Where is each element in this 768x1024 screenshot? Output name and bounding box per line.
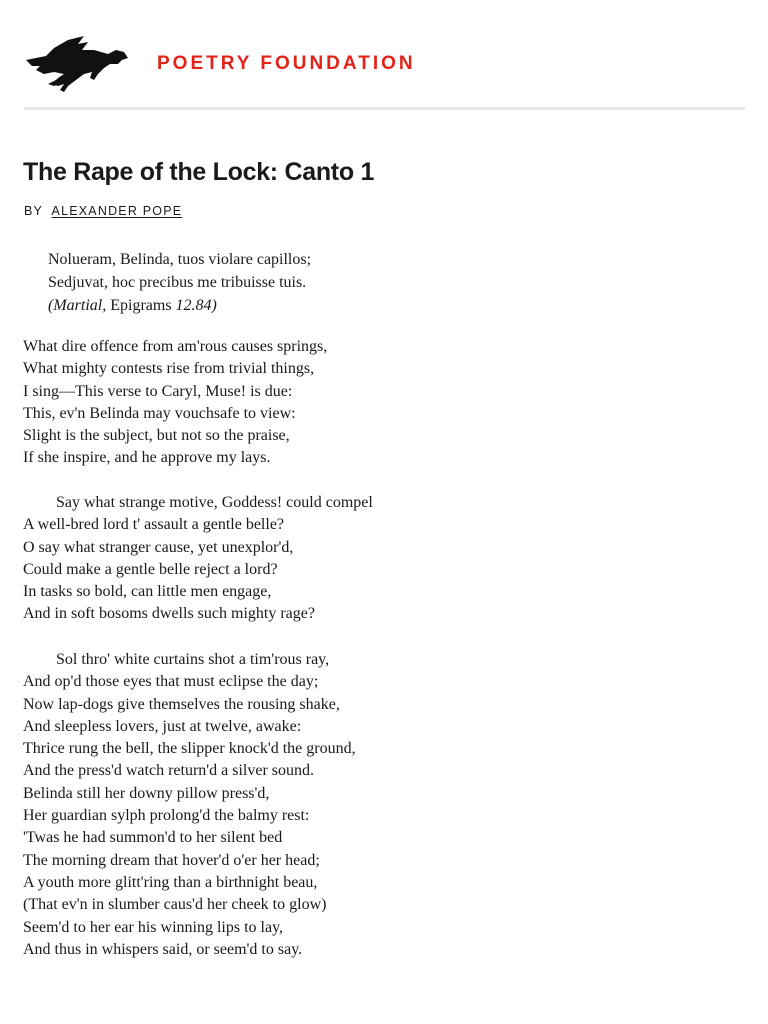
poem-line: (That ev'n in slumber caus'd her cheek to glow) [23, 896, 327, 914]
poem-line: A youth more glitt'ring than a birthnight beau, [23, 873, 318, 891]
poem-line: Sol thro' white curtains shot a tim'rous ray, [56, 651, 330, 668]
epigraph-line: Nolueram, Belinda, tuos violare capillos; [48, 251, 312, 268]
poem-line: And sleepless lovers, just at twelve, awake: [23, 717, 302, 735]
poem-line: And thus in whispers said, or seem'd to say. [23, 940, 303, 958]
citation-ref: 12.84) [175, 297, 217, 314]
epigraph-line: Sedjuvat, hoc precibus me tribuisse tuis. [48, 274, 307, 291]
poem-line: Belinda still her downy pillow press'd, [23, 784, 270, 802]
site-header [24, 30, 744, 100]
poem-line: Now lap-dogs give themselves the rousing shake, [23, 695, 340, 713]
poem-line: I sing—This verse to Caryl, Muse! is due: [23, 382, 293, 400]
poem-line: And op'd those eyes that must eclipse the day; [23, 673, 319, 691]
poem-line: And in soft bosoms dwells such mighty rage? [23, 605, 315, 623]
stanza-1 [23, 336, 327, 470]
stanza-3 [23, 649, 356, 961]
citation-author: (Martial, [48, 297, 107, 314]
poem-line: A well-bred lord t' assault a gentle belle? [23, 516, 285, 534]
poem-line: What mighty contests rise from trivial things, [23, 360, 315, 378]
poem-line: Could make a gentle belle reject a lord? [23, 560, 278, 578]
poem-line: If she inspire, and he approve my lays. [23, 449, 271, 467]
poem-line: Thrice rung the bell, the slipper knock'd the ground, [23, 740, 356, 758]
poem-title: The Rape of the Lock: Canto 1 [23, 158, 375, 186]
poem-line: O say what stranger cause, yet unexplor'd, [23, 538, 294, 556]
poem-line: And the press'd watch return'd a silver sound. [23, 762, 315, 780]
citation-work: Epigrams [106, 297, 176, 314]
poem-line: Her guardian sylph prolong'd the balmy rest: [23, 807, 310, 825]
poem-line: What dire offence from am'rous causes springs, [23, 338, 328, 355]
poem-line: Say what strange motive, Goddess! could compel [56, 494, 373, 511]
poem-line: Seem'd to her ear his winning lips to lay, [23, 918, 284, 936]
poem-line: Slight is the subject, but not so the praise, [23, 427, 290, 445]
epigraph-citation [48, 294, 311, 317]
poem-line: In tasks so bold, can little men engage, [23, 583, 272, 601]
pegasus-logo-icon[interactable] [24, 34, 130, 94]
poem-line: 'Twas he had summon'd to her silent bed [23, 829, 283, 847]
header-divider [24, 107, 745, 110]
brand-name[interactable]: POETRY FOUNDATION [157, 53, 416, 74]
poem-line: This, ev'n Belinda may vouchsafe to view: [23, 404, 296, 422]
by-label: BY [24, 204, 43, 218]
byline [24, 204, 182, 218]
author-link[interactable]: ALEXANDER POPE [51, 204, 183, 218]
stanza-2 [23, 492, 373, 626]
poem-line: The morning dream that hover'd o'er her head; [23, 851, 320, 869]
epigraph [48, 248, 311, 317]
